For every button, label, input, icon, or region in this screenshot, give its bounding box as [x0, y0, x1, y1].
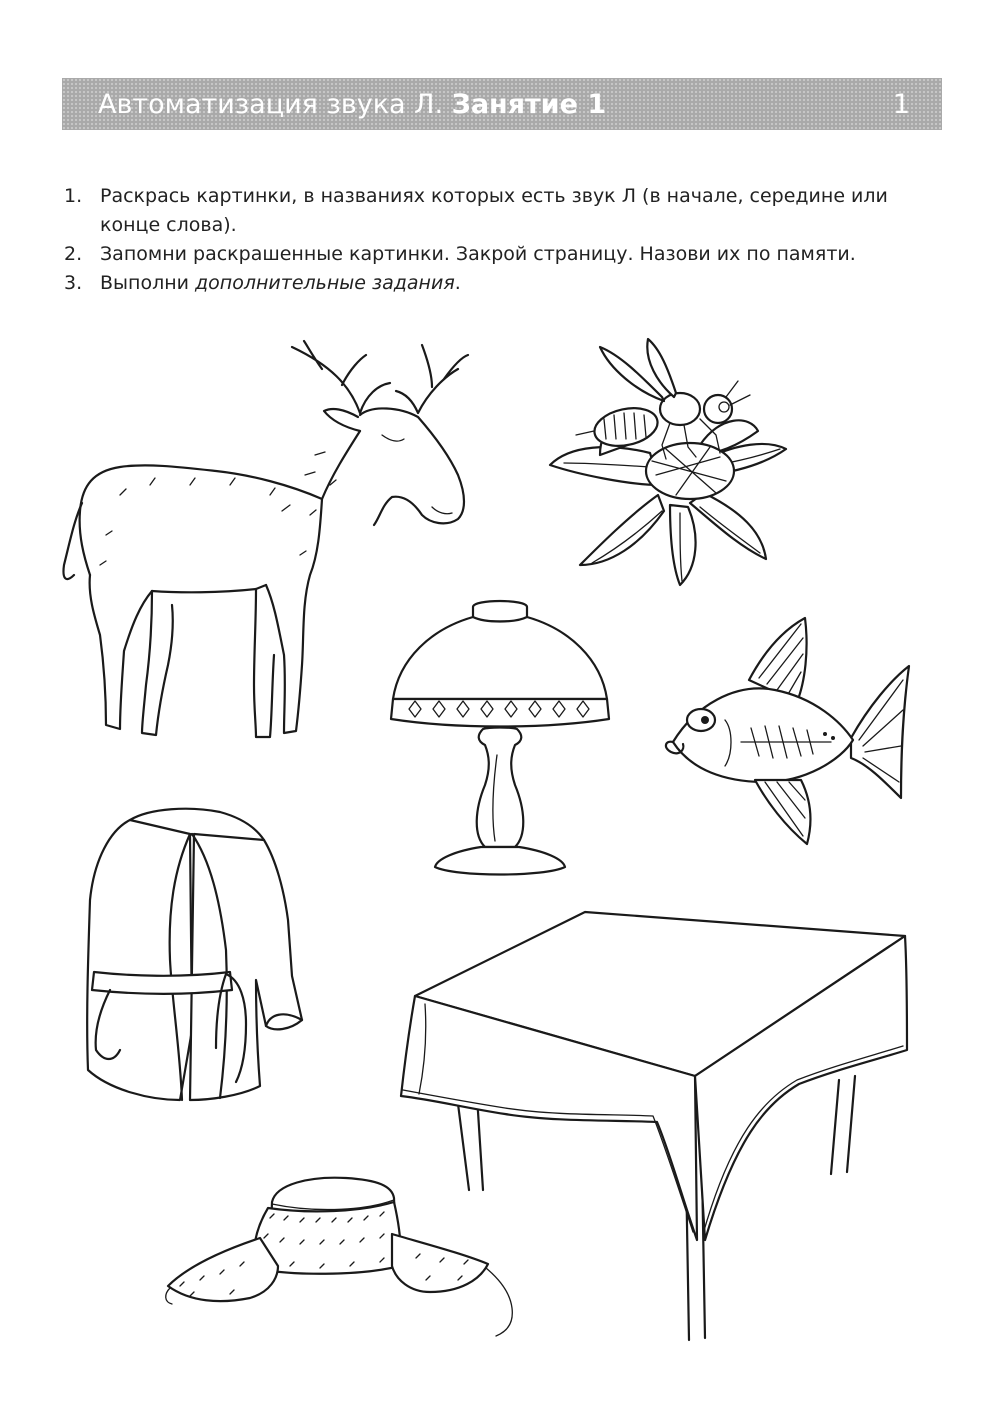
title-regular: Автоматизация звука Л.	[98, 89, 444, 120]
robe-icon[interactable]	[70, 800, 310, 1130]
bee-flower-icon[interactable]	[540, 335, 790, 595]
fish-icon[interactable]	[655, 610, 915, 850]
instruction-number: 1.	[64, 185, 83, 207]
header-bar	[62, 78, 942, 130]
page-number: 1	[892, 89, 910, 120]
instruction-item	[62, 240, 942, 269]
instruction-text: Раскрась картинки, в названиях которых есть звук Л (в начале, середине или конце слова).	[100, 185, 888, 236]
lamp-icon[interactable]	[385, 595, 615, 885]
instruction-italic: дополнительные задания	[195, 272, 455, 294]
fur-hat-icon[interactable]	[160, 1168, 530, 1348]
instruction-number: 2.	[64, 243, 83, 265]
instruction-item	[62, 182, 942, 240]
instructions-list	[62, 182, 942, 298]
instruction-number: 3.	[64, 272, 83, 294]
instruction-item	[62, 269, 942, 298]
title-bold: Занятие 1	[451, 89, 607, 120]
page-title	[98, 78, 606, 130]
instruction-text-end: .	[454, 272, 461, 294]
instruction-text: Запомни раскрашенные картинки. Закрой страницу. Назови их по памяти.	[100, 243, 856, 265]
instruction-text: Выполни	[100, 272, 196, 294]
